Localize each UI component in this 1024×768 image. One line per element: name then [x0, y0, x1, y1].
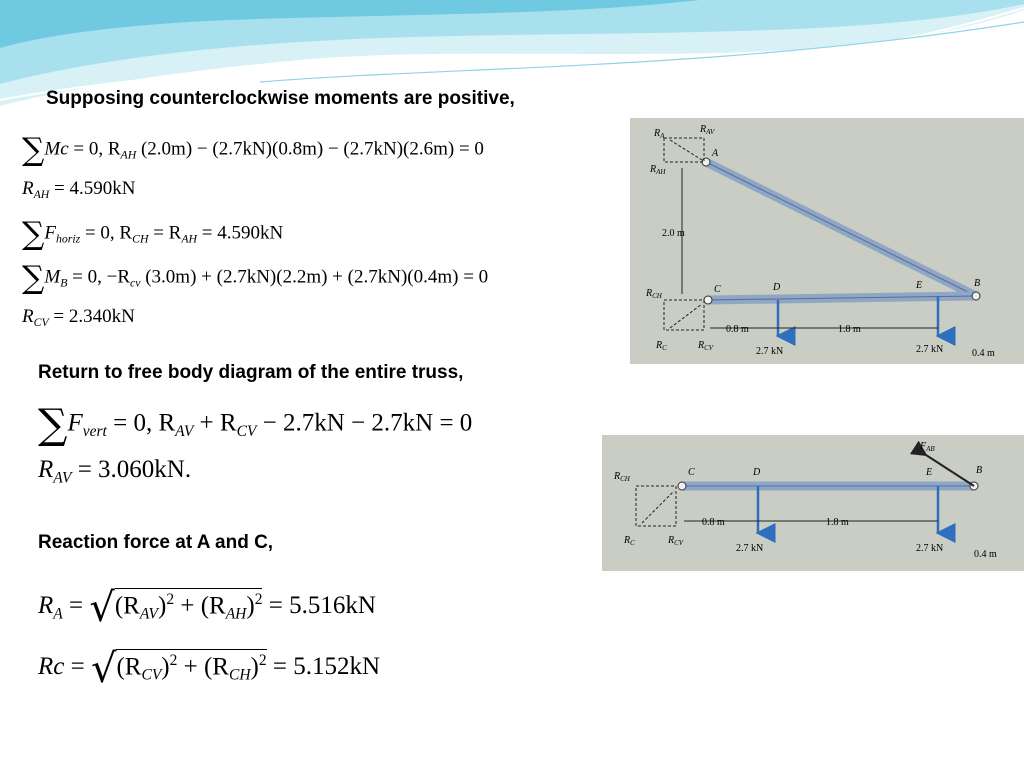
- label-rcv: $R_{CV}$: [668, 535, 684, 547]
- label-e: E: [926, 467, 933, 478]
- equation-rcv: $R_{CV} = 2.340kN$: [22, 306, 135, 330]
- pin-c: [704, 296, 712, 304]
- label-dim3: 0.4 m: [974, 549, 997, 560]
- equation-ra: $R_A = √(R_{AV})^2 + (R_{AH})^2 = 5.516kN$: [38, 585, 376, 631]
- label-rch: $R_{CH}$: [614, 471, 630, 483]
- heading-reaction: Reaction force at A and C,: [38, 532, 274, 553]
- label-d: D: [773, 282, 781, 293]
- label-e: E: [916, 280, 923, 291]
- pin-b: [972, 292, 980, 300]
- heading-moments: Supposing counterclockwise moments are positive,: [46, 88, 515, 109]
- label-d: D: [753, 467, 761, 478]
- label-rc: $R_C$: [624, 535, 635, 547]
- label-dim1: 0.8 m: [726, 324, 749, 335]
- label-dim2: 1.8 m: [826, 517, 849, 528]
- label-fab: $F_{AB}$: [920, 441, 935, 453]
- square-root: $√(R_{CV})^2 + (R_{CH})^2$: [90, 646, 267, 692]
- label-rc: $R_C$: [656, 340, 667, 352]
- equation-rah: $R_{AH} = 4.590kN$: [22, 178, 136, 202]
- label-rav: $R_{AV}$: [700, 124, 715, 136]
- sigma-symbol: ∑: [22, 132, 45, 168]
- sigma-symbol: ∑: [22, 260, 45, 296]
- label-ra: $R_A$: [654, 128, 665, 140]
- square-root: $√(R_{AV})^2 + (R_{AH})^2$: [89, 585, 263, 631]
- label-dim3: 0.4 m: [972, 348, 995, 359]
- equation-moment-c: ∑Mc = 0, $R_{AH}$ (2.0m) − (2.7kN)(0.8m) − (2.7kN)(2.6m) = 0: [22, 132, 484, 168]
- sigma-symbol: ∑: [38, 400, 68, 448]
- truss-diagram: [630, 118, 1024, 364]
- pin-a: [702, 158, 710, 166]
- label-rah: $R_{AH}$: [650, 164, 666, 176]
- label-c: C: [688, 467, 695, 478]
- label-c: C: [714, 284, 721, 295]
- label-b: B: [976, 465, 983, 476]
- label-rcv: $R_{CV}$: [698, 340, 714, 352]
- label-b: B: [974, 278, 981, 289]
- equation-rc: $Rc = √(R_{CV})^2 + (R_{CH})^2 = 5.152kN$: [38, 646, 381, 692]
- beam-diagram: [602, 435, 1024, 571]
- label-load2: 2.7 kN: [916, 344, 944, 355]
- heading-free-body: Return to free body diagram of the entire truss,: [38, 362, 464, 383]
- label-rch: $R_{CH}$: [646, 288, 662, 300]
- label-height: 2.0 m: [662, 228, 685, 239]
- label-load2: 2.7 kN: [916, 543, 944, 554]
- pin-c: [678, 482, 686, 490]
- label-load1: 2.7 kN: [736, 543, 764, 554]
- paper-background: [602, 435, 1024, 571]
- equation-rav: $R_{AV} = 3.060kN$.: [38, 456, 192, 487]
- paper-background: [630, 118, 1024, 364]
- sigma-symbol: ∑: [22, 216, 45, 252]
- equation-horizontal: $\sum F_{horiz} = 0$, $R_{CH} = R_{AH} = 4.590kN$: [22, 216, 284, 252]
- label-load1: 2.7 kN: [756, 346, 784, 357]
- label-dim1: 0.8 m: [702, 517, 725, 528]
- equation-vertical: $\sum F_{vert} = 0$, $R_{AV} + R_{CV} - 2.7kN - 2.7kN = 0$: [38, 400, 473, 448]
- label-dim2: 1.8 m: [838, 324, 861, 335]
- label-a: A: [712, 148, 719, 159]
- equation-moment-b: $\sum M_B = 0$, $-R_{cv}$ (3.0m) + (2.7kN)(2.2m) + (2.7kN)(0.4m) = 0: [22, 260, 489, 296]
